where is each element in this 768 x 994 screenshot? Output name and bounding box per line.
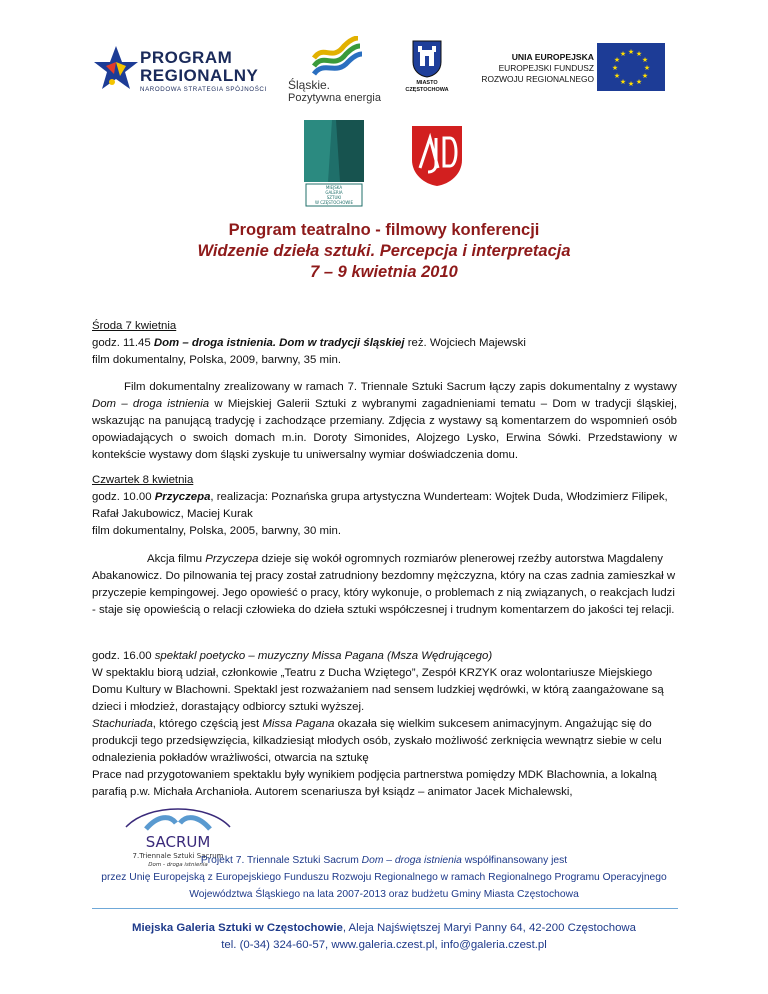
spectacle-section: [92, 648, 677, 801]
svg-text:★: ★: [641, 56, 649, 64]
svg-text:★: ★: [611, 64, 619, 72]
eu-line1: UNIA EUROPEJSKA: [511, 52, 594, 62]
day1-time: godz. 11.45: [92, 337, 154, 349]
spectacle-p2-part2: okazała się wielkim sukcesem animacyjnym. Angażując się do produkcji tego przedsięwzięcia, kilkadziesiąt młodych osób, zyskało możliwość zerknięcia wewnątrz siebie w celu odnalezienia pokładów wrażliwości, otwarcia na sztukę: [92, 718, 662, 764]
day2-section: [92, 472, 677, 540]
czestochowa-crest-icon: [412, 40, 442, 78]
spectacle-paragraph-1: W spektaklu biorą udział, członkowie „Teatru z Ducha Wziętego”, Zespół KRZYK oraz wolontariusze Miejskiego Domu Kultury w Blachowni. Spektakl jest rozważaniem nad sensem ludzkiej wędrówki, w którą zaangażowane są dzieci i młodzież, dorastający odbiorcy sztuki wyższej.: [92, 667, 664, 713]
sacrum-line1: 7.Triennale Sztuki Sacrum: [132, 852, 224, 860]
svg-text:W CZĘSTOCHOWIE: W CZĘSTOCHOWIE: [314, 200, 354, 205]
czestochowa-line1: MIASTO: [416, 80, 438, 86]
program-regionalny-star-icon: [92, 44, 140, 92]
day1-meta: film dokumentalny, Polska, 2009, barwny, 35 min.: [92, 354, 342, 366]
spectacle-time: godz. 16.00: [92, 650, 155, 662]
spectacle-paragraph-3: Prace nad przygotowaniem spektaklu były wynikiem podjęcia partnerstwa pomiędzy MDK Blachownia, a lokalną parafią p.w. Michała Archanioła. Autorem scenariusza był ksiądz – animator Jacek Michalewski,: [92, 769, 657, 798]
footer-divider: [92, 908, 678, 909]
funding-line2: przez Unię Europejską z Europejskiego Funduszu Rozwoju Regionalnego w ramach Regionalnego Programu Operacyjnego: [101, 872, 667, 883]
spectacle-title: spektakl poetycko – muzyczny Missa Pagana (Msza Wędrującego): [154, 650, 493, 662]
eu-line3: ROZWOJU REGIONALNEGO: [481, 74, 594, 84]
gallery-contact: tel. (0-34) 324-60-57, www.galeria.czest.pl, info@galeria.czest.pl: [221, 939, 547, 951]
day2-desc-part2: dzieje się wokół ogromnych rozmiarów plenerowej rzeźby autorstwa Magdaleny Abakanowicz. Do pilnowania tej pracy został zatrudniony bezdomny mężczyzna, który na czas zadnia zamieszkał w przyczepie kempingowej. Jego opowieść o pracy, który wykonuje, o problemach z nią związanych, o reakcjach ludzi - staje się opowieścią o relacji człowieka do dzieła sztuki współczesnej i trudnym komentarzem do jakości tej relacji.: [92, 553, 676, 616]
svg-text:★: ★: [635, 78, 643, 86]
day1-director: reż. Wojciech Majewski: [404, 337, 526, 349]
day2-credits: , realizacja: Poznańska grupa artystyczna Wunderteam: Wojtek Duda, Włodzimierz Filipek, Rafał Jakubowicz, Maciej Kurak: [92, 491, 668, 520]
day2-meta: film dokumentalny, Polska, 2005, barwny, 30 min.: [92, 525, 342, 537]
svg-text:★: ★: [627, 80, 635, 88]
ajd-logo: [410, 124, 464, 188]
slaskie-tagline: Pozytywna energia: [288, 92, 381, 104]
conference-title: Widzenie dzieła sztuki. Percepcja i interpretacja: [197, 242, 571, 260]
program-regionalny-line2: REGIONALNY: [140, 66, 259, 85]
sacrum-word: SACRUM: [145, 833, 211, 851]
svg-text:★: ★: [619, 78, 627, 86]
svg-text:★: ★: [613, 56, 621, 64]
day2-film-title: Przyczepa: [154, 491, 211, 503]
svg-text:★: ★: [627, 48, 635, 56]
address-block: [0, 920, 768, 954]
svg-text:★: ★: [619, 50, 627, 58]
conference-dates: 7 – 9 kwietnia 2010: [310, 263, 458, 281]
slaskie-waves-icon: [308, 36, 364, 76]
spectacle-missa-pagana: Missa Pagana: [262, 718, 335, 730]
day1-section: [92, 318, 677, 369]
svg-text:MIEJSKA: MIEJSKA: [325, 185, 343, 190]
funding-note: [0, 852, 768, 903]
eu-text: [476, 52, 594, 85]
day1-heading: Środa 7 kwietnia: [92, 320, 177, 332]
day2-heading: Czwartek 8 kwietnia: [92, 474, 194, 486]
funding-part1: Projekt 7. Triennale Sztuki Sacrum: [200, 855, 362, 866]
mgs-building-icon: [302, 116, 366, 208]
day2-description: [92, 551, 677, 619]
funding-italic: Dom – droga istnienia: [361, 855, 462, 866]
svg-text:★: ★: [613, 72, 621, 80]
day1-description: [92, 379, 677, 464]
program-title: Program teatralno - filmowy konferencji: [228, 221, 540, 239]
ajd-shield-icon: [410, 124, 464, 188]
sacrum-line2: Dom - droga istnienia: [148, 862, 208, 868]
day1-desc-part1: Film dokumentalny zrealizowany w ramach 7. Triennale Sztuki Sacrum łączy zapis dokumentalny z wystawy: [124, 381, 677, 393]
day2-desc-part1: Akcja filmu: [147, 553, 206, 565]
program-regionalny-logo: [92, 44, 267, 96]
slaskie-logo: [286, 36, 381, 106]
spectacle-p2-part1: , którego częścią jest: [152, 718, 263, 730]
czestochowa-line2: CZĘSTOCHOWA: [405, 87, 449, 93]
gallery-address: , Aleja Najświętszej Maryi Panny 64, 42-200 Częstochowa: [342, 922, 636, 934]
day2-time: godz. 10.00: [92, 491, 155, 503]
day1-film-title: Dom – droga istnienia. Dom w tradycji śląskiej: [153, 337, 405, 349]
funding-line3: Województwa Śląskiego na lata 2007-2013 oraz budżetu Gminy Miasta Częstochowa: [189, 889, 579, 900]
day2-desc-italic: Przyczepa: [205, 553, 259, 565]
spectacle-stachuriada: Stachuriada: [92, 718, 153, 730]
svg-text:SZTUKI: SZTUKI: [326, 195, 342, 200]
svg-text:GALERIA: GALERIA: [325, 190, 343, 195]
svg-text:★: ★: [635, 50, 643, 58]
funding-part2: współfinansowany jest: [461, 855, 568, 866]
gallery-name: Miejska Galeria Sztuki w Częstochowie: [132, 922, 343, 934]
slaskie-name: Śląskie.: [288, 78, 331, 92]
day1-desc-italic: Dom – droga istnienia: [92, 398, 210, 410]
program-regionalny-line1: PROGRAM: [140, 48, 233, 67]
eu-line2: EUROPEJSKI FUNDUSZ: [498, 63, 594, 73]
eu-flag-icon: [597, 43, 665, 91]
czestochowa-logo: [400, 40, 454, 100]
svg-text:★: ★: [641, 72, 649, 80]
day1-desc-part2: w Miejskiej Galerii Sztuki z wybranymi zagadnieniami tematu – Dom w tradycji śląskiej, wskazując na panującą tradycję i zachodzące przemiany. Zdjęcia z wystawy są komentarzem do wspomnień osób opowiadających o swoich domach m.in. Doroty Simonides, Alojzego Lysko, Erwina Sówki. Przedstawiony w kontekście wystawy dom śląski zyskuje tu uniwersalny wymiar doświadczenia domu.: [92, 398, 677, 461]
svg-text:★: ★: [643, 64, 651, 72]
mgs-logo: [302, 116, 366, 208]
program-regionalny-subtitle: NARODOWA STRATEGIA SPÓJNOŚCI: [140, 86, 267, 93]
